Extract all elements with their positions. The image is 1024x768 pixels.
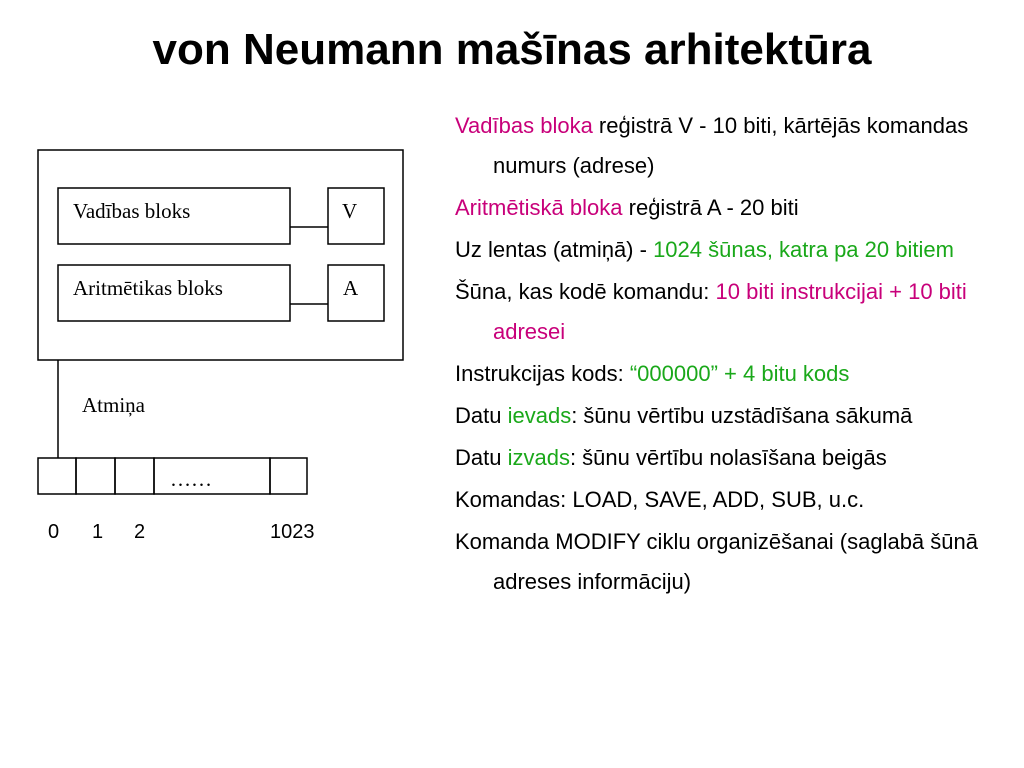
bullet-item — [455, 354, 995, 394]
bullet-text: 1024 šūnas, katra pa 20 bitiem — [653, 237, 954, 262]
bullet-item — [455, 522, 995, 602]
cell-index-2: 2 — [134, 521, 146, 543]
bullet-item — [455, 396, 995, 436]
bullet-text: Komanda MODIFY ciklu organizēšanai (saglabā šūnā adreses informāciju) — [455, 529, 978, 594]
bullet-item — [455, 438, 995, 478]
memory-cell — [270, 458, 307, 494]
memory-cell — [115, 458, 154, 494]
bullet-text: reģistrā A - 20 biti — [622, 195, 799, 220]
bullet-text: Aritmētiskā bloka — [455, 195, 623, 220]
bullet-text: Datu — [455, 445, 508, 470]
bullet-text: ievads — [507, 403, 572, 428]
slide-title: von Neumann mašīnas arhitektūra — [152, 25, 872, 74]
bullet-text: : šūnu vērtību nolasīšana beigās — [569, 445, 887, 470]
bullet-item — [455, 230, 995, 270]
bullet-item — [455, 188, 995, 228]
bullet-text: izvads — [507, 445, 570, 470]
bullet-text: reģistrā V - 10 biti, kārtējās komandas numurs (adrese) — [493, 113, 969, 178]
memory-cell — [76, 458, 115, 494]
cell-index-1023: 1023 — [270, 521, 315, 543]
bullet-list — [455, 106, 995, 604]
cpu-box — [38, 150, 403, 360]
bullet-text: Uz lentas (atmiņā) - — [455, 237, 654, 262]
bullet-item — [455, 480, 995, 520]
control-unit-label: Vadības bloks — [73, 199, 191, 223]
bullet-text: 10 biti instrukcijai + 10 biti adresei — [493, 279, 967, 344]
cell-index-1: 1 — [92, 521, 104, 543]
bullet-item — [455, 106, 995, 186]
bullet-text: Šūna, kas kodē komandu: — [455, 279, 716, 304]
bullet-text: Instrukcijas kods: — [455, 361, 630, 386]
bullet-item — [455, 272, 995, 352]
bullet-text: Vadības bloka — [455, 113, 593, 138]
control-register-label: V — [342, 199, 358, 223]
bullet-text: Datu — [455, 403, 508, 428]
memory-label: Atmiņa — [82, 393, 145, 417]
arith-register-label: A — [343, 276, 359, 300]
cell-ellipsis: …… — [170, 467, 212, 491]
bullet-text: Komandas: LOAD, SAVE, ADD, SUB, u.c. — [455, 487, 865, 512]
bullet-text: “000000” + 4 bitu kods — [629, 361, 850, 386]
memory-cell — [38, 458, 76, 494]
bullet-text: : šūnu vērtību uzstādīšana sākumā — [571, 403, 913, 428]
arith-unit-label: Aritmētikas bloks — [73, 276, 223, 300]
cell-index-0: 0 — [48, 521, 60, 543]
